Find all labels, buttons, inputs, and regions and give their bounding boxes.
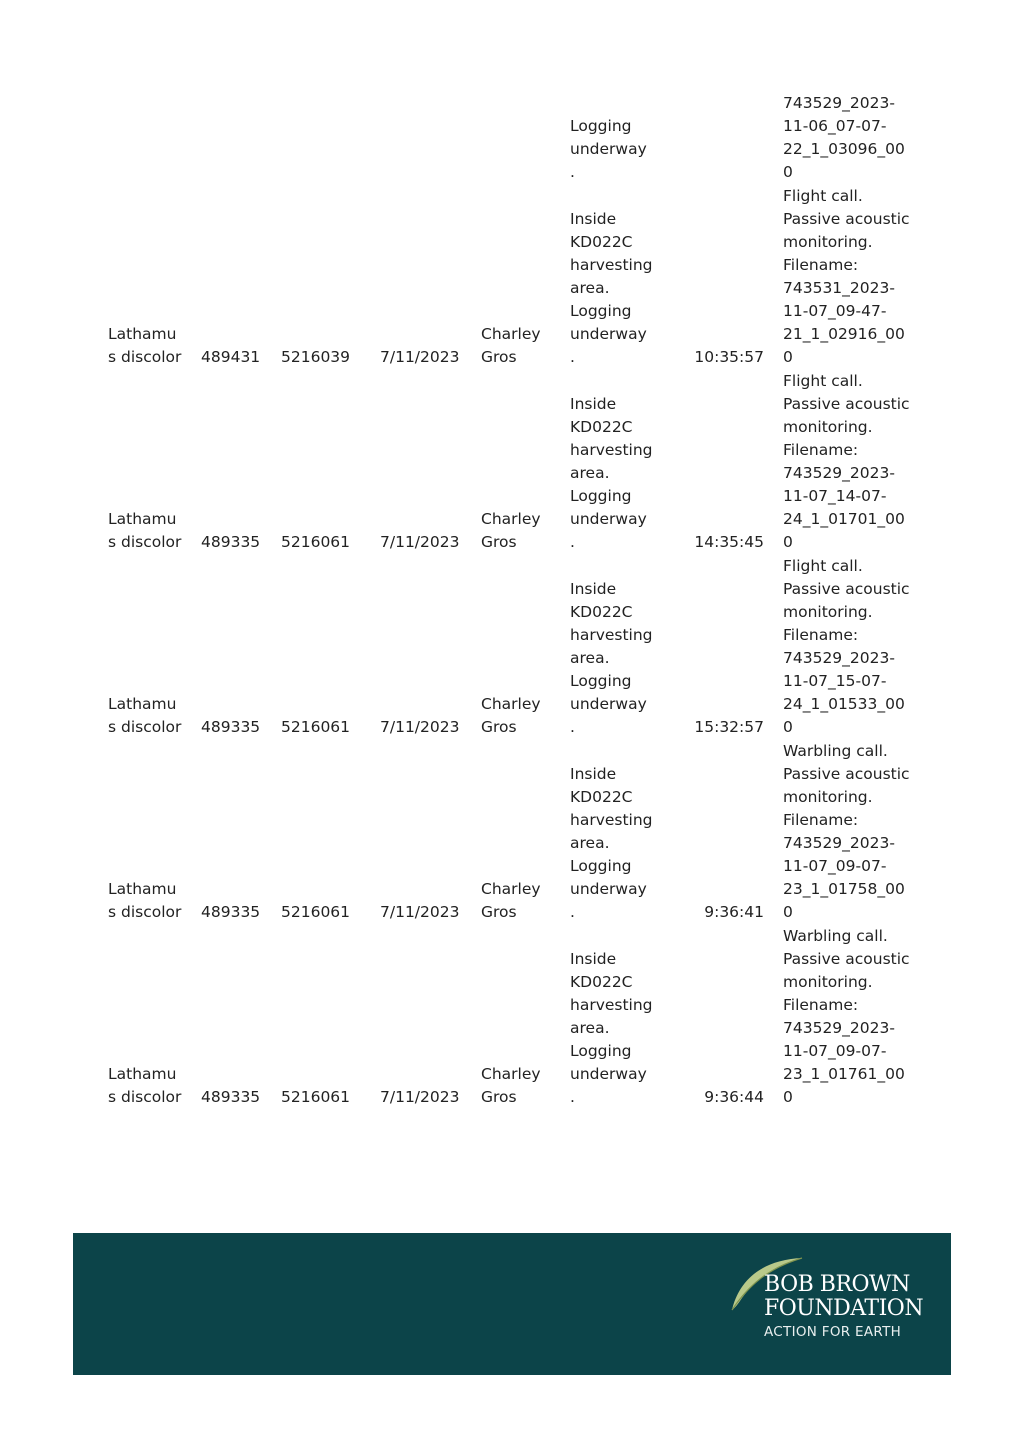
species-cell: Lathamu s discolor [108,1065,182,1106]
northing-cell: 5216061 [281,1088,351,1106]
date-cell: 7/11/2023 [380,348,460,366]
notes-cell: Inside KD022C harvesting area. Logging underway . [570,210,653,366]
time-cell: 14:35:45 [694,533,764,551]
date-cell: 7/11/2023 [380,903,460,921]
time-cell: 9:36:41 [704,903,764,921]
comments-cell: Warbling call. Passive acoustic monitoring. Filename: 743529_2023- 11-07_09-07- 23_1_01761_00 0 [783,927,910,1106]
northing-cell: 5216061 [281,903,351,921]
observer-cell: Charley Gros [481,510,541,551]
time-cell: 15:32:57 [694,718,764,736]
logo-text-line1: BOB BROWN [764,1272,910,1297]
easting-cell: 489335 [201,533,261,551]
easting-cell: 489335 [201,718,261,736]
notes-cell: Inside KD022C harvesting area. Logging underway . [570,765,653,921]
comments-cell: Flight call. Passive acoustic monitoring. Filename: 743529_2023- 11-07_14-07- 24_1_01701_00 0 [783,372,910,551]
northing-cell: 5216061 [281,718,351,736]
northing-cell: 5216061 [281,533,351,551]
observer-cell: Charley Gros [481,695,541,736]
notes-cell: Inside KD022C harvesting area. Logging underway . [570,395,653,551]
date-cell: 7/11/2023 [380,533,460,551]
notes-cell: Inside KD022C harvesting area. Logging underway . [570,580,653,736]
comments-cell: 743529_2023- 11-06_07-07- 22_1_03096_00 0 [783,94,905,181]
time-cell: 10:35:57 [694,348,764,366]
comments-cell: Warbling call. Passive acoustic monitoring. Filename: 743529_2023- 11-07_09-07- 23_1_01758_00 0 [783,742,910,921]
observer-cell: Charley Gros [481,325,541,366]
date-cell: 7/11/2023 [380,718,460,736]
bob-brown-foundation-logo [728,1254,938,1349]
easting-cell: 489431 [201,348,261,366]
notes-cell: Logging underway . [570,117,647,181]
comments-cell: Flight call. Passive acoustic monitoring. Filename: 743531_2023- 11-07_09-47- 21_1_02916_00 0 [783,187,910,366]
species-cell: Lathamu s discolor [108,695,182,736]
notes-cell: Inside KD022C harvesting area. Logging underway . [570,950,653,1106]
northing-cell: 5216039 [281,348,351,366]
easting-cell: 489335 [201,903,261,921]
observer-cell: Charley Gros [481,1065,541,1106]
species-cell: Lathamu s discolor [108,325,182,366]
date-cell: 7/11/2023 [380,1088,460,1106]
species-cell: Lathamu s discolor [108,880,182,921]
species-cell: Lathamu s discolor [108,510,182,551]
easting-cell: 489335 [201,1088,261,1106]
logo-text-line2: FOUNDATION [764,1296,924,1321]
logo-tagline: ACTION FOR EARTH [764,1324,902,1340]
comments-cell: Flight call. Passive acoustic monitoring. Filename: 743529_2023- 11-07_15-07- 24_1_01533_00 0 [783,557,910,736]
time-cell: 9:36:44 [704,1088,764,1106]
observer-cell: Charley Gros [481,880,541,921]
